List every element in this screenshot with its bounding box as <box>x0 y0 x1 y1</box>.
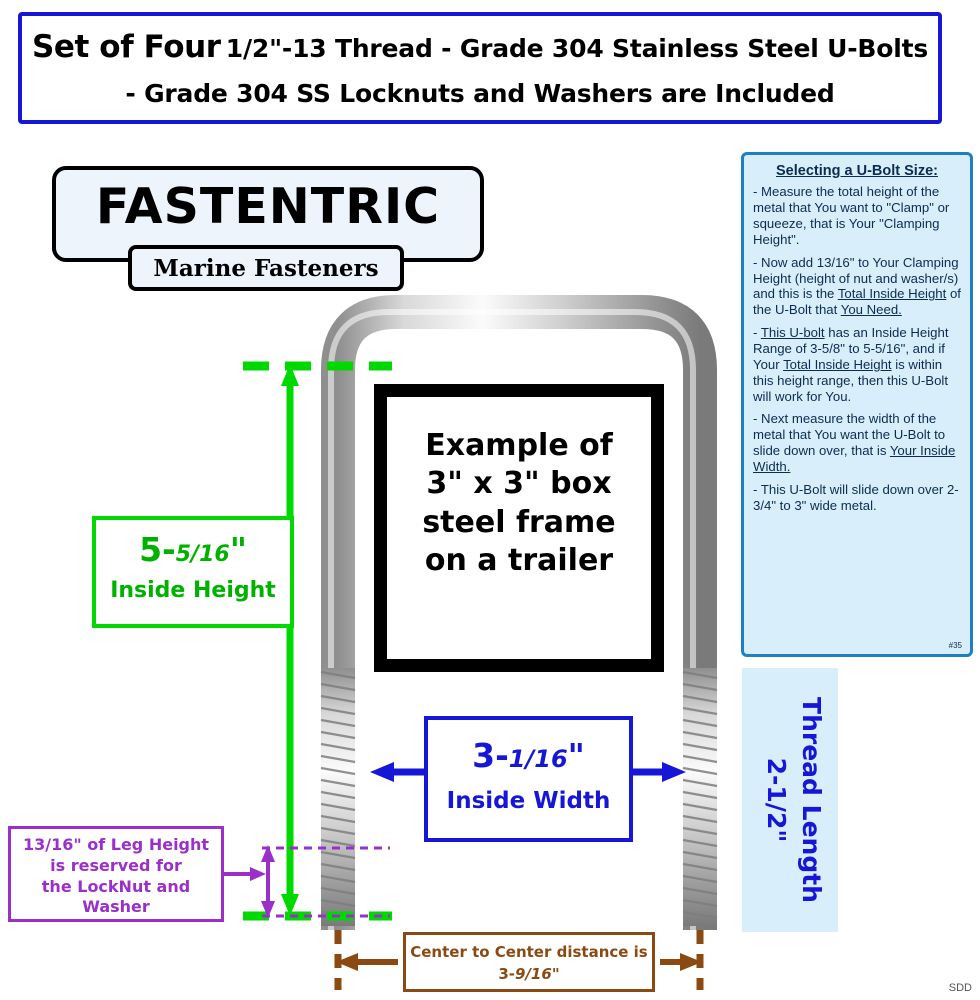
locknut-line4: Washer <box>82 897 150 917</box>
brand-name: FASTENTRIC <box>95 178 441 235</box>
sizing-step-3-c: is within this height range, then this U-Bolt will work for You. <box>753 356 948 404</box>
thread-length-line2: 2-1/2" <box>762 757 791 843</box>
sizing-step-2-b: of the U-Bolt that <box>753 286 961 318</box>
sizing-step-3-underline-2: Total Inside Height <box>783 356 892 372</box>
inside-height-callout <box>92 516 294 628</box>
center-to-center-fraction: 9/16 <box>515 964 552 983</box>
inside-width-label: Inside Width <box>446 788 611 814</box>
header-line1-rest: 1/2"-13 Thread - Grade 304 Stainless Steel U-Bolts <box>225 34 929 63</box>
header-line1-strong: Set of Four <box>31 29 221 65</box>
inside-width-value <box>428 736 629 775</box>
steel-frame-label-line2: 3" x 3" box <box>426 466 612 502</box>
center-to-center-text <box>406 942 652 986</box>
sizing-step-5: - This U-Bolt will slide down over 2-3/4" to 3" wide metal. <box>753 481 959 513</box>
locknut-dimension <box>224 845 390 918</box>
inside-width-fraction: 1/16 <box>508 745 568 773</box>
inside-height-value <box>96 530 290 569</box>
steel-frame-label <box>387 427 651 581</box>
thread-left <box>321 668 355 926</box>
sizing-step-2-underline-1: Total Inside Height <box>837 286 947 302</box>
steel-frame-label-line1: Example of <box>425 428 613 463</box>
locknut-reserve-text <box>11 835 221 918</box>
inside-height-label: Inside Height <box>110 578 276 603</box>
inside-width-whole: 3- <box>472 736 509 775</box>
inside-height-whole: 5- <box>139 530 176 569</box>
panel-code: #35 <box>948 641 962 651</box>
center-to-center-line1: Center to Center distance is <box>410 943 648 961</box>
sizing-instructions-title: Selecting a U-Bolt Size: <box>776 163 938 179</box>
watermark: SDD <box>948 982 972 994</box>
inside-width-callout <box>424 716 633 842</box>
locknut-line1: 13/16" of Leg Height <box>22 835 210 854</box>
sizing-step-4-a: - Next measure the width of the metal that You want the U-Bolt to slide down over, that is <box>753 411 946 459</box>
thread-length-callout <box>742 668 838 932</box>
steel-frame-label-line3: steel frame <box>422 504 616 540</box>
steel-frame-label-line4: on a trailer <box>424 543 614 579</box>
center-to-center-line2 <box>406 964 652 986</box>
sizing-step-3-b: has an Inside Height Range of 3-5/8" to 5-5/16", and if Your <box>753 325 949 372</box>
sizing-step-3-a: - <box>753 325 761 341</box>
sizing-step-2-underline-2: You Need. <box>840 302 902 318</box>
inside-height-dimension <box>243 364 392 916</box>
center-to-center-callout <box>403 932 655 992</box>
inside-height-fraction: 5/16 <box>175 542 230 567</box>
center-to-center-whole: 3- <box>498 964 516 983</box>
thread-length-rotated-text <box>742 668 838 932</box>
header-line2-text: - Grade 304 SS Locknuts and Washers are Included <box>125 79 835 108</box>
thread-length-line1: Thread Length <box>797 697 826 903</box>
locknut-line2: is reserved for <box>50 855 182 875</box>
center-to-center-unit: " <box>551 964 560 983</box>
brand-tagline: Marine Fasteners <box>153 255 379 282</box>
sizing-step-1: - Measure the total height of the metal that You want to "Clamp" or squeeze, that is Your "Clamping Height". <box>753 184 950 247</box>
sizing-step-3-underline-1: This U-bolt <box>760 325 825 341</box>
inside-width-unit: " <box>567 736 585 775</box>
thread-right <box>683 668 717 926</box>
sizing-step-4-underline-1: Your Inside Width. <box>753 443 956 474</box>
locknut-line3: the LockNut and <box>41 876 191 896</box>
steel-frame-box <box>374 384 664 672</box>
locknut-reserve-callout <box>8 826 224 922</box>
sizing-step-2-a: - Now add 13/16" to Your Clamping Height (height of nut and washer/s) and this is the <box>753 254 959 302</box>
inside-height-unit: " <box>229 530 247 569</box>
